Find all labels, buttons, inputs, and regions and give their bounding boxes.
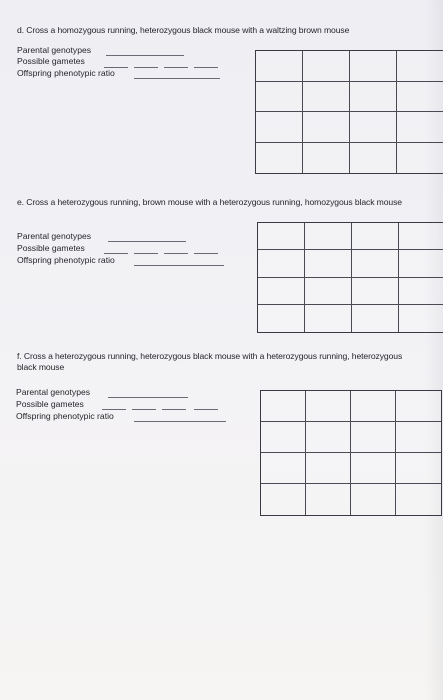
punnett-cell[interactable] xyxy=(256,51,303,82)
punnett-cell[interactable] xyxy=(303,51,350,82)
punnett-cell[interactable] xyxy=(261,422,306,453)
punnett-cell[interactable] xyxy=(352,278,399,305)
problem-f-gamete-blank[interactable] xyxy=(194,409,218,410)
punnett-cell[interactable] xyxy=(306,453,351,484)
punnett-cell[interactable] xyxy=(396,422,441,453)
punnett-cell[interactable] xyxy=(351,422,396,453)
punnett-cell[interactable] xyxy=(397,51,443,82)
punnett-cell[interactable] xyxy=(351,391,396,422)
punnett-cell[interactable] xyxy=(397,112,443,143)
punnett-cell[interactable] xyxy=(399,305,443,332)
problem-d-parental-label: Parental genotypes xyxy=(17,45,92,55)
punnett-cell[interactable] xyxy=(303,82,350,113)
problem-f-gamete-blank[interactable] xyxy=(132,409,156,410)
problem-f-parental-label: Parental genotypes xyxy=(16,387,91,397)
punnett-cell[interactable] xyxy=(352,223,399,250)
problem-d-gamete-blank[interactable] xyxy=(194,67,218,68)
punnett-cell[interactable] xyxy=(256,112,303,143)
punnett-cell[interactable] xyxy=(351,453,396,484)
problem-e-gamete-blank[interactable] xyxy=(164,253,188,254)
punnett-cell[interactable] xyxy=(352,250,399,277)
punnett-cell[interactable] xyxy=(352,305,399,332)
punnett-cell[interactable] xyxy=(397,143,443,174)
punnett-cell[interactable] xyxy=(261,484,306,515)
problem-e-punnett-square xyxy=(257,222,443,333)
problem-f-ratio-label: Offspring phenotypic ratio xyxy=(16,411,114,421)
problem-f-parental-blank[interactable] xyxy=(108,397,188,398)
problem-d-prompt: d. Cross a homozygous running, heterozygous black mouse with a waltzing brown mouse xyxy=(17,25,350,35)
problem-d-parental-blank[interactable] xyxy=(106,55,184,56)
punnett-cell[interactable] xyxy=(305,223,352,250)
punnett-cell[interactable] xyxy=(350,82,397,113)
punnett-cell[interactable] xyxy=(397,82,443,113)
problem-d-punnett-square xyxy=(255,50,443,174)
punnett-cell[interactable] xyxy=(396,484,441,515)
punnett-cell[interactable] xyxy=(258,223,305,250)
punnett-cell[interactable] xyxy=(396,391,441,422)
problem-f-gamete-blank[interactable] xyxy=(162,409,186,410)
problem-e-gamete-blank[interactable] xyxy=(194,253,218,254)
problem-e-ratio-label: Offspring phenotypic ratio xyxy=(17,255,115,265)
punnett-cell[interactable] xyxy=(305,278,352,305)
problem-d-ratio-label: Offspring phenotypic ratio xyxy=(17,68,115,78)
punnett-cell[interactable] xyxy=(256,82,303,113)
problem-e-parental-label: Parental genotypes xyxy=(17,231,92,241)
punnett-cell[interactable] xyxy=(399,278,443,305)
punnett-cell[interactable] xyxy=(399,250,443,277)
problem-f-prompt: f. Cross a heterozygous running, heterozygous black mouse with a heterozygous running, heterozygous black mouse xyxy=(17,351,403,372)
punnett-cell[interactable] xyxy=(350,112,397,143)
punnett-cell[interactable] xyxy=(350,143,397,174)
punnett-cell[interactable] xyxy=(306,391,351,422)
punnett-cell[interactable] xyxy=(306,484,351,515)
problem-e-gamete-blank[interactable] xyxy=(134,253,158,254)
punnett-cell[interactable] xyxy=(258,250,305,277)
punnett-cell[interactable] xyxy=(350,51,397,82)
punnett-cell[interactable] xyxy=(351,484,396,515)
problem-e-prompt: e. Cross a heterozygous running, brown mouse with a heterozygous running, homozygous black mouse xyxy=(17,197,402,207)
punnett-cell[interactable] xyxy=(305,250,352,277)
problem-d-gametes-label: Possible gametes xyxy=(17,56,85,66)
problem-f-ratio-blank[interactable] xyxy=(134,421,226,422)
problem-d-gamete-blank[interactable] xyxy=(164,67,188,68)
problem-e-gametes-label: Possible gametes xyxy=(17,243,85,253)
punnett-cell[interactable] xyxy=(396,453,441,484)
punnett-cell[interactable] xyxy=(256,143,303,174)
problem-e-ratio-blank[interactable] xyxy=(134,265,224,266)
punnett-cell[interactable] xyxy=(399,223,443,250)
problem-f-gametes-label: Possible gametes xyxy=(16,399,84,409)
problem-d-gamete-blank[interactable] xyxy=(134,67,158,68)
problem-e-gamete-blank[interactable] xyxy=(104,253,128,254)
punnett-cell[interactable] xyxy=(258,305,305,332)
punnett-cell[interactable] xyxy=(258,278,305,305)
problem-f-punnett-square xyxy=(260,390,442,516)
punnett-cell[interactable] xyxy=(261,453,306,484)
punnett-cell[interactable] xyxy=(305,305,352,332)
punnett-cell[interactable] xyxy=(261,391,306,422)
problem-f-gamete-blank[interactable] xyxy=(102,409,126,410)
problem-e-parental-blank[interactable] xyxy=(108,241,186,242)
problem-d-ratio-blank[interactable] xyxy=(134,78,220,79)
punnett-cell[interactable] xyxy=(303,143,350,174)
punnett-cell[interactable] xyxy=(303,112,350,143)
punnett-cell[interactable] xyxy=(306,422,351,453)
